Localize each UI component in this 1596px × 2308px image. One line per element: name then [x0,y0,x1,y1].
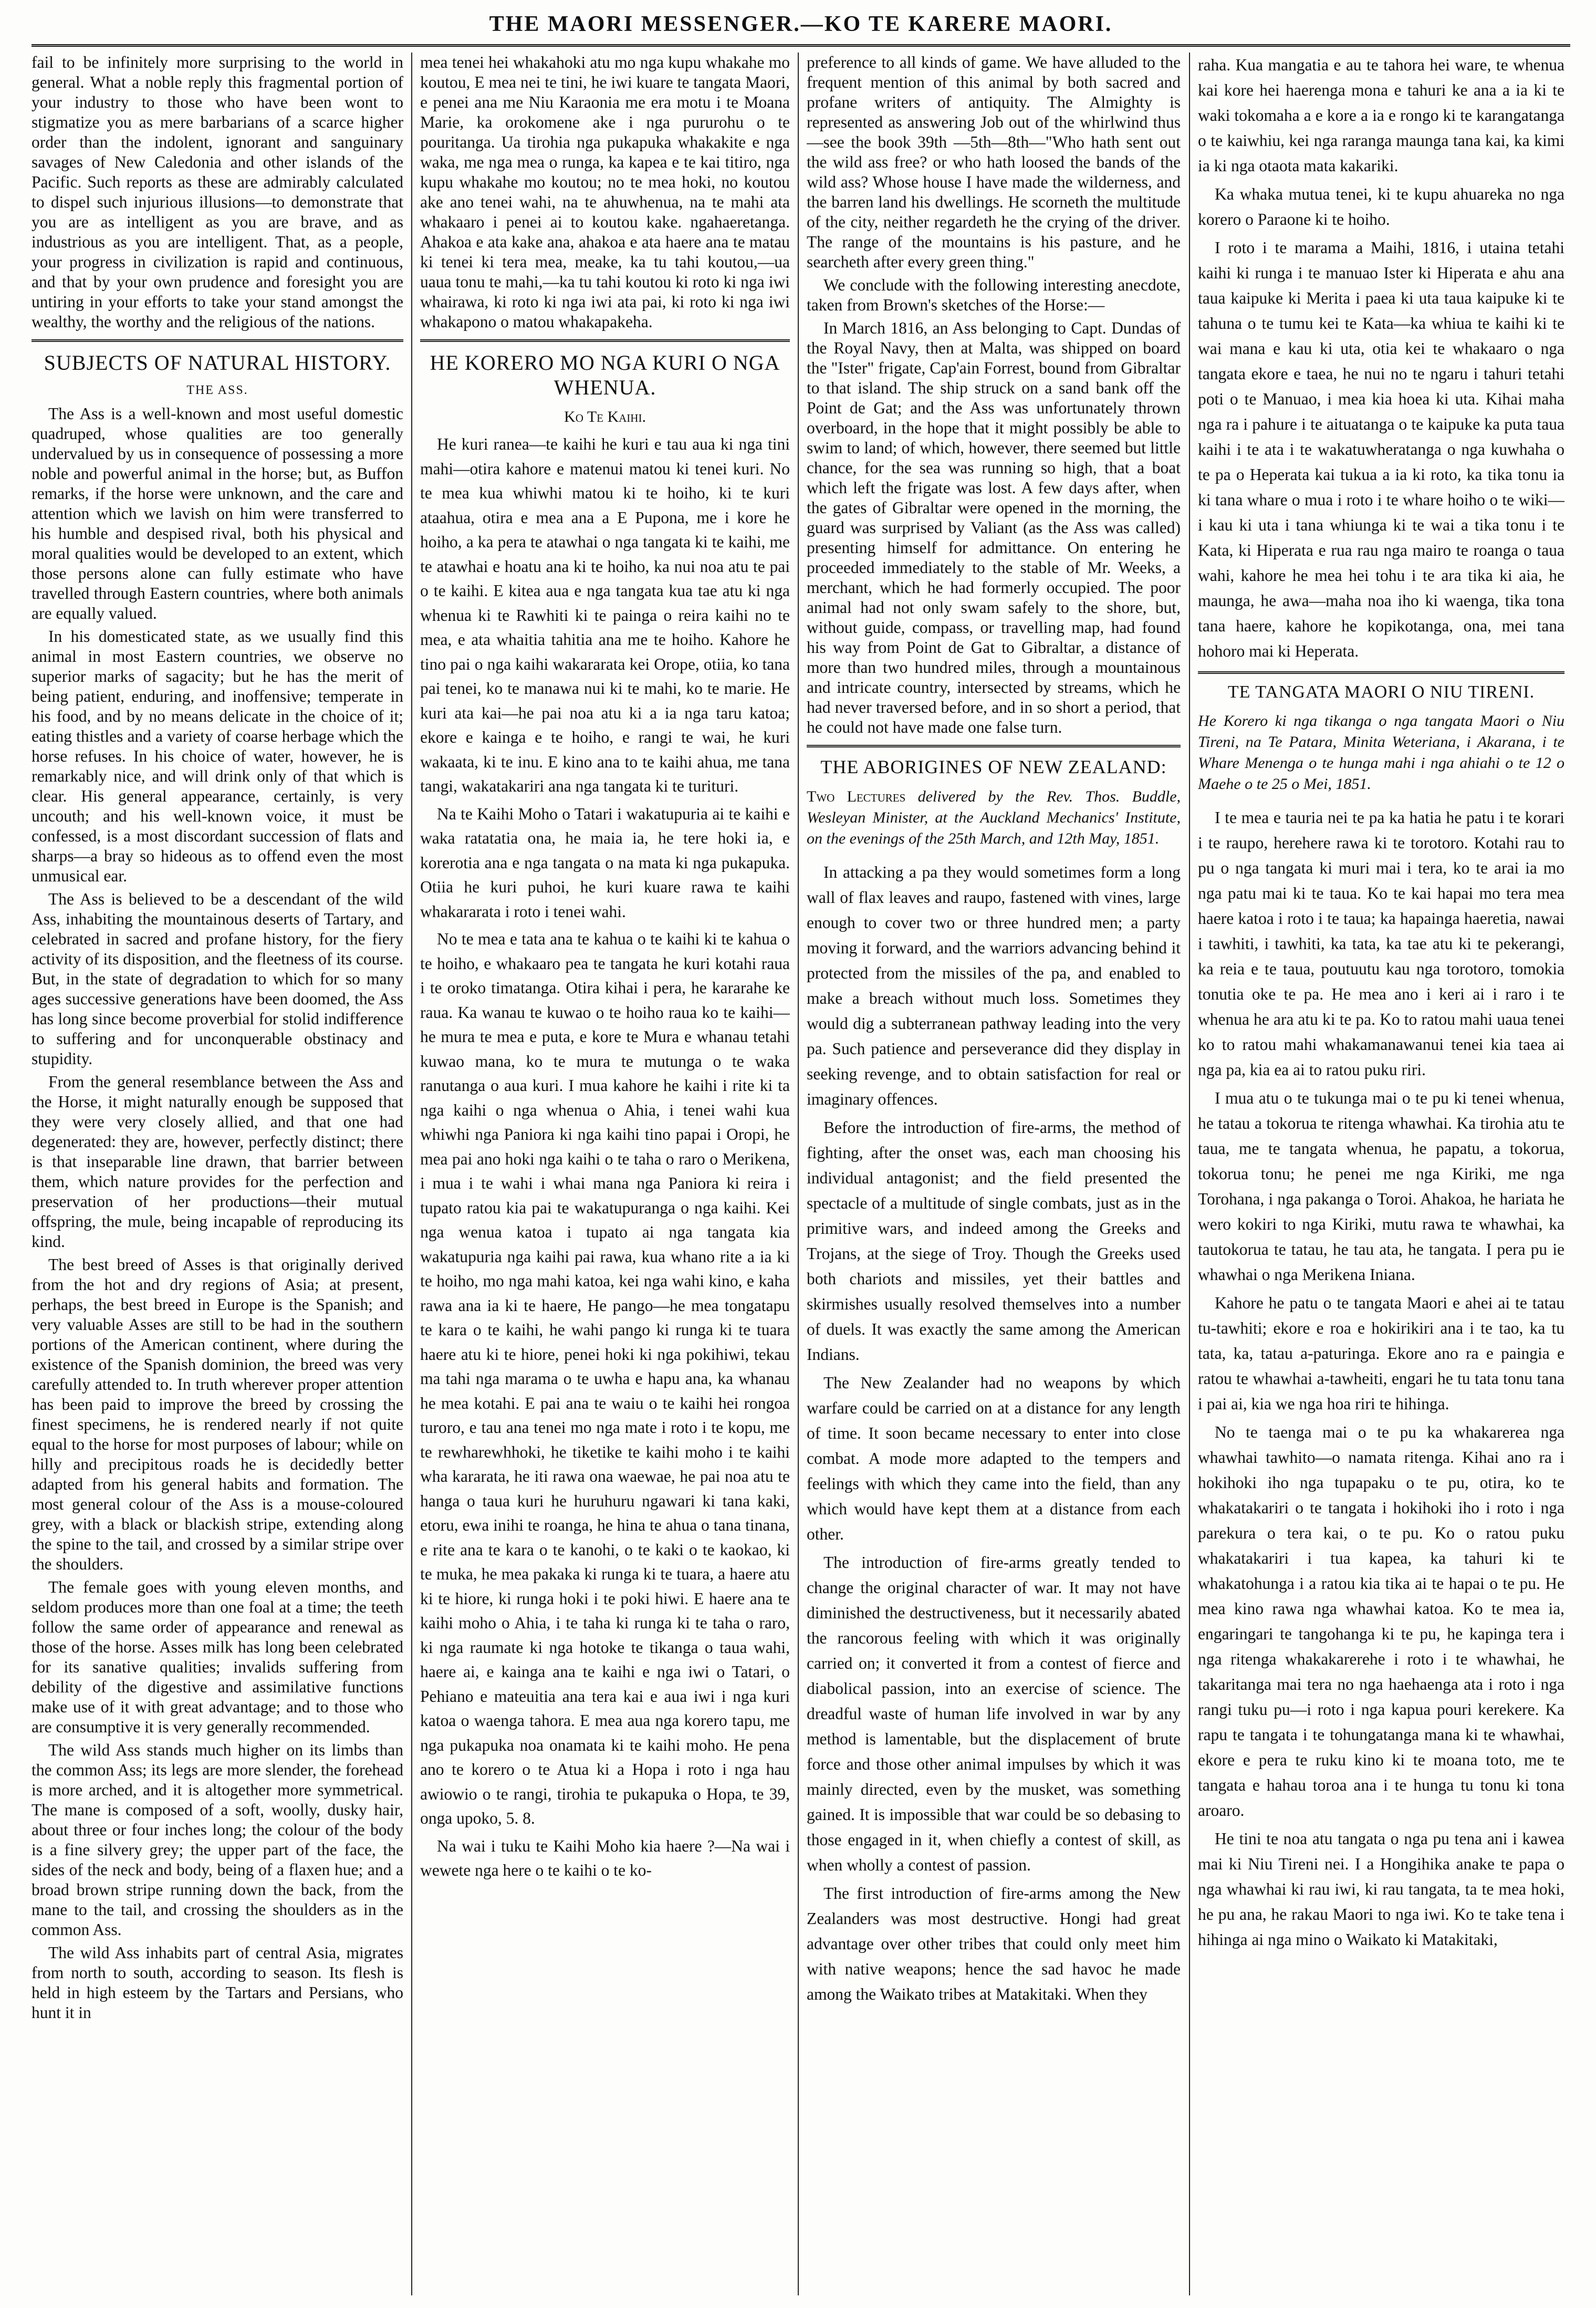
section-rule [420,339,790,342]
article-paragraph: The first introduction of fire-arms among the New Zealanders was most destructive. Hongi had great advantage over other tribes that could only meet him with native weapons; hence the sad havoc he made among the Waikato tribes at Matakitaki. When they [807,1884,1181,2003]
subheading-the-ass: THE ASS. [186,383,248,397]
section-rule [1198,671,1564,674]
article-paragraph: The female goes with young eleven months, and seldom produces more than one foal at a time; the teeth follow the same order of appearance and renewal as those of the horse. Asses milk has long been celebrated for its sanative qualities; invalids suffering from debility of the digestive and assimilative functions make use of it with great advantage; and to those who are consumptive it is very generally recommended. [32,1578,403,1736]
article-paragraph: I te mea e tauria nei te pa ka hatia he patu i te korari i te raupo, herehere rawa ki te torotoro. Kotahi rau to pu o nga tangata ki muri mai i tera, ko te arai ia mo nga patu mai ki te taua. Ko te kai hapai mo tera mea haere katoa i roto i te taua; ka hapainga haeretia, nawai i tawhiti, i tawhiti, ka tata, ka tae atu ki te pekerangi, ka reia e te taua, poutuutu kau nga torotoro, tomokia tonutia oke te pa. He mea ano i keri ai i raro i te whenua he ara atu ki te pa. Ko to ratou mahi uaua tenei ko to ratou mahi whakamanawanui tenei kia taea ai nga pa, kia ea ai to ratou puku riri. [1198,808,1564,1079]
article-paragraph: The introduction of fire-arms greatly tended to change the original character of war. It may not have diminished the destructiveness, but it necessarily abated the rancorous feeling with which it was originally carried on; it converted it from a contest of fierce and diabolical passion, into an exercise of science. The dreadful waste of human life involved in war by any method is lamentable, but the displacement of brute force and those other animal impulses by which it was mainly directed, even by the musket, was something gained. It is impossible that war could be so debasing to those engaged in it, when chiefly a contest of skill, as when wholly a contest of passion. [807,1553,1181,1874]
column-divider-3 [1189,53,1190,2295]
article-paragraph: He kuri ranea—te kaihi he kuri e tau aua ki nga tini mahi—otira kahore e matenui matou ki tenei kuri. No te mea kua whiwhi matou ki te hoiho, ki te kuri ataahua, otira e mea ana a E Pupona, me i kore he hoiho, a ka pera te atawhai o nga tangata ki te kaihi, me te atawhai e hoatu ana ki te hoiho, ka nui noa atu te pai o te kaihi. E kitea aua e nga tangata kua tae atu ki nga whenua ki te Rawhiti ki te painga o reira kaihi no te mea, e ata whaitia tahitia ana me te hoiho. Kahore he tino pai o nga kaihi wakararata kei Orope, otiia, ko tana pai tenei, ko te manawa nui ki te mahi, ko te marie. He kuri ata kai—he pai noa atu ki a ia nga taru katoa; ekore e kainga e te hoiho, e rangi te wai, he kuri wakaata, ki te inu. E kino ana to te kaihi ahua, me tana tangi, wakatakariri ana nga tangata ki te turituri. [420,435,790,795]
article-paragraph: Na te Kaihi Moho o Tatari i wakatupuria ai te kaihi e waka ratatatia ona, he maia ia, he tere hoki ia, e korerotia ana e nga tangata o na mata ki nga pukapuka. Otiia he kuri puhoi, he kuri kuare rawa te kaihi whakararata i roto i tenei wahi. [420,804,790,921]
article-paragraph: I mua atu o te tukunga mai o te pu ki tenei whenua, he tatau a tokorua te ritenga whawhai. Ka tirohia atu te taua, me te tangata whenua, he papatu, a tokorua, tokorua tonu; he penei me nga Kiriki, me nga Torohana, i nga pakanga o Toroi. Ahakoa, he hariata he wero kokiri to nga Kiriki, mutu rawa te whawhai, ka tautokorua te tatau, he tau ata, he tangata. I pera pu ie whawhai o nga Merikena Iniana. [1198,1089,1564,1284]
continued-paragraph: fail to be infinitely more surprising to the world in general. What a noble reply this fragmental portion of your industry to those who have been wont to stigmatize you as mere barbarians of a scarce higher order than the indolent, ignorant and sanguinary savages of New Caledonia and other islands of the Pacific. Such reports as these are admirably calculated to dispel such injurious illusions—to demonstrate that you are as intelligent as you are brave, and as industrious as you are intelligent. That, as a people, your progress in civilization is rapid and continuous, and that by your own prudence and foresight you are untiring in your efforts to take your stand amongst the wealthy, the worthy and the religious of the nations. [32,53,403,331]
article-paragraph: The New Zealander had no weapons by which warfare could be carried on at a distance for any length of time. It soon became necessary to enter into close combat. A mode more adapted to the tempers and feelings with which they came into the field, than any which would have kept them at a distance from each other. [807,1374,1181,1543]
column-divider-2 [798,53,799,2295]
continued-paragraph: mea tenei hei whakahoki atu mo nga kupu whakahe mo koutou, E mea nei te tini, he iwi kuare te tangata Maori, e penei ana me Niu Karaonia me era motu i te Moana Marie, ka orokomene ake i nga pururohu o te pouritanga. Ua tirohia nga pukapuka whakakite e nga waka, me nga mea o runga, ka kapea e te kai titiro, nga kupu whakahe mo koutou; no te mea hoki, no koutou ake ano tenei wahi, na te ahuwhenua, na te mahi ata whakaaro i penei ai to koutou kake. ngahaeretanga. Ahakoa e ata kake ana, ahakoa e ata haere ana te matau ki tenei ki tera mea, meake, ka tu tahi koutou,—ua uaua tonu te mahi,—ka tu tahi koutou ki roto ki nga iwi whairawa, ki roto ki nga iwi ata pai, ki roto ki nga iwi whakapono o matou whakapakeha. [420,53,790,331]
article-paragraph: In attacking a pa they would sometimes form a long wall of flax leaves and raupo, fastened with vines, large enough to cover two or three hundred men; a party moving it forward, and the warriors advancing behind it protected from the missiles of the pa, and enabled to make a breach without much loss. Sometimes they would dig a subterranean pathway leading into the very pa. Such patience and perseverance did they display in seeking revenge, and to obtain satisfaction for real or imaginary offences. [807,863,1181,1108]
article-paragraph: The wild Ass stands much higher on its limbs than the common Ass; its legs are more slender, the forehead is more arched, and it is altogether more symmetrical. The mane is composed of a soft, woolly, dusky hair, about three or four inches long; the colour of the body is a fine silvery grey; the upper part of the face, the sides of the neck and body, being of a flaxen hue; and a broad brown stripe running down the back, from the mane to the tail, and crossing the shoulders as in the common Ass. [32,1741,403,1939]
article-paragraph: In his domesticated state, as we usually find this animal in most Eastern countries, we observe no superior marks of sagacity; but he has the merit of being patient, enduring, and inoffensive; temperate in his food, and by no means delicate in the choice of it; eating thistles and a variety of coarse herbage which the horse refuses. In his choice of water, however, he is remarkably nice, and will drink only of that which is clear. His general appearance, certainly, is very uncouth; and his well-known voice, it must be confessed, is a most discordant succession of flats and sharps—a bray so hideous as to offend even the most unmusical ear. [32,627,403,885]
article-paragraph: Ka whaka mutua tenei, ki te kupu ahuareka no nga korero o Paraone ki te hoiho. [1198,185,1564,228]
column-1 [32,53,403,2295]
lecture-intro-text: delivered by the Rev. Thos. Buddle, Wesleyan Minister, at the Auckland Mechanics' Institute, on the evenings of the 25th March, and 12th May, 1851. [807,788,1181,847]
article-paragraph: No te mea e tata ana te kahua o te kaihi ki te kahua o te hoiho, e whakaaro pea te tangata he kuri kotahi raua i te oroko timatanga. Otira kihai i pera, he kararahe ke raua. Ka wanau te kuwao o te hoiho raua ko te kaihi—he mura te mea e puta, e kore te Mura e whanau tetahi kuwao mana, ko te mura te mutunga o te waka ranutanga o aua kuri. I mua kahore he kaihi i rite ki ta nga kaihi o nga whenua o Ahia, i tenei wahi kua whiwhi nga Paniora ki nga kaihi tino papai i Oropi, he mea pai ano hoki nga kaihi o te taha o raro o Merikena, i mua i te wahi i whai mana nga Paniora ki reira i tupato ratou kia pai te wakatupuranga o nga kaihi. Kei nga wenua katoa i tupato ai nga tangata kia wakatupuria nga kaihi pai rawa, kua whano rite a ia ki te hoiho, mo nga mahi katoa, kei nga wahi kino, e kaha rawa ana ia ki te haere, He pango—he mea tongatapu te kara o te kaihi, he wahi pango ki runga ki te tuara haere atu ki te hiore, penei hoki ki nga pokihiwi, tekau ma tahi nga marama o te uwha e hapu ana, ka whanau he mea kotahi. E pai ana te waiu o te kaihi hei rongoa turoro, e tau ana tenei mo nga mate i roto i te kopu, me te rewharewhhoki, he tiketike te kaihi moho i te kaihi wha kararata, he iti rawa ona waewae, he pai noa atu te hanga o taua kuri he huruhuru ngawari ki tana kaki, etoru, ewa inihi te roanga, he hina te ahua o tana tinana, e rite ana te kara o te kanohi, o te kaki o te kaokao, ki te muka, he mea pakaka ki runga ki te tuara, a haere atu ki te hiore, ki runga hoki i te poki hiwi. E haere ana te kaihi moho o Ahia, i te taha ki runga ki te taha o raro, ki nga raumate ki nga hotoke te tikanga o taua wahi, haere ai, e kainga ana te kaihi e nga iwi o Tatari, o Pehiano e mateuitia ana tera kai e aua iwi i nga kuri katoa o waenga tahora. E mea aua nga korero tapu, me nga pukapuka noa onamata ki te kaihi moho. He pena ano te korero o te Atua ki a Hopa i roto i nga hau awiowio o te rangi, tirohia te pukapuka o Hopa, te 39, onga upoko, 5. 8. [420,930,790,1827]
article-paragraph: The wild Ass inhabits part of central Asia, migrates from north to south, according to season. Its flesh is held in high esteem by the Tartars and Persians, who hunt it in [32,1943,403,2022]
article-paragraph: Before the introduction of fire-arms, the method of fighting, after the onset was, each man choosing his individual antagonist; and the field presented the spectacle of a multitude of single combats, just as in the primitive wars, and indeed among the Greeks and Trojans, at the siege of Troy. Though the Greeks used both chariots and missiles, yet their battles and skirmishes usually resolved themselves into a number of duels. It was exactly the same among the American Indians. [807,1118,1181,1364]
article-paragraph: We conclude with the following interesting anecdote, taken from Brown's sketches of the Horse:— [807,276,1181,314]
column-3 [807,53,1181,2295]
subheading-te-kaihi: Ko Te Kaihi. [564,408,646,425]
column-4 [1198,53,1564,2295]
page-header: THE MAORI MESSENGER.—KO TE KARERE MAORI. [489,12,1113,36]
article-paragraph: In March 1816, an Ass belonging to Capt. Dundas of the Royal Navy, then at Malta, was shipped on board the "Ister" frigate, Cap'ain Forrest, bound from Gibraltar to that island. The ship struck on a sand bank off the Point de Gat; and the Ass was unfortunately thrown overboard, in the hope that it might possibly be able to swim to land; of which, however, there seemed but little chance, for the sea was running so high, that a boat which left the frigate was lost. A few days after, when the gates of Gibraltar were opened in the morning, the guard was surprised by Valiant (as the Ass was called) presenting himself for admittance. On entering he proceeded immediately to the stable of Mr. Weeks, a merchant, which he had formerly occupied. The poor animal had not only swam safely to the shore, but, without guide, compass, or travelling map, had found his way from Point de Gat to Gibraltar, a distance of more than two hundred miles, through a mountainous and intricate country, intersected by streams, which he had never traversed before, and in so short a period, that he could not have made one false turn. [807,319,1181,736]
section-heading-aborigines: THE ABORIGINES OF NEW ZEALAND: [820,756,1167,777]
article-paragraph: Na wai i tuku te Kaihi Moho kia haere ?—Na wai i wewete nga here o te kaihi o te ko- [420,1836,790,1879]
section-heading-maori: TE TANGATA MAORI O NIU TIRENI. [1227,682,1535,702]
lecture-intro-lead: Two Lectures [807,788,906,805]
article-paragraph: I roto i te marama a Maihi, 1816, i utaina tetahi kaihi ki runga i te manuao Ister ki Hiperata e ahu ana taua kaipuke ki Merita i paea ki uta taua kaipuke ki te tahuna o te tumu kei te Kata—ka whiua te kaihi ki te wai mana e kau ki uta, otia kei te whakaaro o nga tangata ekore e taea, he nui no te ngaru i tahuri tetahi poti o te Manuao, i mea kia hoea ki uta. Kihai maha nga ra i pahure i te aituatanga o te kaipuke ka puta taua kaihi i te ata i te wakatuwheratanga o nga kuwhaha o te pa o Heperata kai tukua a ia ki roto, ka tika tonu ia ki tana whare o mua i roto i te whare hoiho o te wiki—i kau ki uta i tana whiunga ki te wai a tika tonu i te Kata, ki Hiperata e rua rau nga mairo te roanga o taua wahi, kahore he mea hei tohu i te ara tika ki aia, he maunga, he awa—maha noa iho ki waenga, tika tona tana haere, kahore he kopikotanga, ona, mei tana hohoro mai ki Heperata. [1198,238,1564,660]
article-paragraph: No te taenga mai o te pu ka whakarerea nga whawhai tawhito—o namata ritenga. Kihai ano ra i hokihoki iho nga tupapaku o te pu, otira, ko te whakatakariri o te tangata i hokihoki iho i roto i nga parekura o tera kai, o te pu. Ko o ratou puku whakatakariri i tua kapea, ka tahuri ki te whakatohunga i a ratou kia tika ai te hapai o te pu. He mea kino rawa nga whawhai katoa. Ko te mea ia, engaringari te tangohanga ki te pu, he kapinga tera i nga ritenga whakakarerehe i roto i te whawhai, he takaritanga mai tera no nga haehaenga ata i roto i nga rangi tuku pu—i roto i nga kapua pouri kerekere. Ka rapu te tangata i te tohungatanga mana ki te whawhai, ekore e pera te ruku kino ki te moana toto, me te tangata e hahau toroa ana i te hunga tu tonu ki tona aroaro. [1198,1423,1564,1820]
article-paragraph: From the general resemblance between the Ass and the Horse, it might naturally enough be supposed that they were very closely allied, and that one had degenerated: they are, however, perfectly distinct; there is that inseparable line drawn, that barrier between them, which nature provides for the perfection and preservation of her productions—their mutual offspring, the mule, being incapable of reproducing its kind. [32,1073,403,1251]
section-rule [32,339,403,342]
lecture-intro: He Korero ki nga tikanga o nga tangata Maori o Niu Tireni, na Te Patara, Minita Weteriana, i Akarana, i te Whare Menenga o te hunga mahi i nga ahiahi o te 12 o Maehe o te 25 o Mei, 1851. [1198,712,1564,793]
article-paragraph: The Ass is believed to be a descendant of the wild Ass, inhabiting the mountainous deserts of Tartary, and celebrated in sacred and profane history, for the fiery activity of its disposition, and the fleetness of its course. But, in the state of degradation to which for so many ages successive generations have been doomed, the Ass has long since become proverbial for stolid indifference to suffering and for unconquerable obstinacy and stupidity. [32,890,403,1068]
article-paragraph: preference to all kinds of game. We have alluded to the frequent mention of this animal by both sacred and profane writers of antiquity. The Almighty is represented as answering Job out of the whirlwind thus—see the book 39th —5th—8th—"Who hath sent out the wild ass free? or who hath loosed the bands of the wild ass? Whose house I have made the wilderness, and the barren land his dwellings. He scorneth the multitude of the city, neither regardeth he the crying of the driver. The range of the mountains is his pasture, and he searcheth after every green thing." [807,53,1181,271]
section-heading-natural-history: SUBJECTS OF NATURAL HISTORY. [44,351,391,375]
header-rule [32,44,1570,47]
section-heading-kuri: HE KORERO MO NGA KURI O NGA WHENUA. [430,351,780,399]
article-paragraph: Kahore he patu o te tangata Maori e ahei ai te tatau tu-tawhiti; ekore e roa e hokirikiri ana i te tao, ka tu tata, ka, tatau a-paturinga. Ekore ano ra e paingia e ratou te whawhai a-tawheiti, engari he tu tata tonu tana i pai ai, kia we nga hoa riri te hihinga. [1198,1294,1564,1413]
article-paragraph: raha. Kua mangatia e au te tahora hei ware, te whenua kai kore hei haerenga mona e tahuri ke ana a ia ki te waki tokomaha a e kore a ia e rongo ki te karangatanga o te kaiwhiu, kei nga raranga maunga tana kai, ka kimi ia ki nga otaota mata kakariki. [1198,56,1564,175]
article-paragraph: The best breed of Asses is that originally derived from the hot and dry regions of Asia; at present, perhaps, the best breed in Europe is the Spanish; and very valuable Asses are still to be had in the southern portions of the American continent, where during the existence of the Spanish dominion, the breed was very carefully attended to. In truth wherever proper attention has been paid to improve the breed by crossing the finest specimens, he is rendered nearly if not quite equal to the horse for most purposes of labour; while on hilly and precipitous roads he is decidedly better adapted from his general habits and formation. The most general colour of the Ass is a mouse-coloured grey, with a black or blackish stripe, extending along the spine to the tail, and crossed by a similar stripe over the shoulders. [32,1255,403,1573]
column-divider-1 [411,53,412,2295]
column-2 [420,53,790,2295]
article-paragraph: The Ass is a well-known and most useful domestic quadruped, whose qualities are too generally undervalued by us in consequence of possessing a more noble and powerful animal in the horse; but, as Buffon remarks, if the horse were unknown, and the care and attention which we lavish on him were transferred to his humble and despised rival, both his physical and moral qualities would be developed to an extent, which those persons alone can fully estimate who have travelled through Eastern countries, where both animals are equally valued. [32,404,403,622]
lecture-intro [807,786,1181,849]
article-paragraph: He tini te noa atu tangata o nga pu tena ani i kawea mai ki Niu Tireni nei. I a Hongihika anake te papa o nga whawhai ki rau iwi, ki rau tangata, ta te mea hoki, he pu ana, he rakau Maori to nga iwi. Ko te take tena i hihinga ai nga mino o Waikato ki Matakitaki, [1198,1829,1564,1949]
section-rule [807,745,1181,747]
